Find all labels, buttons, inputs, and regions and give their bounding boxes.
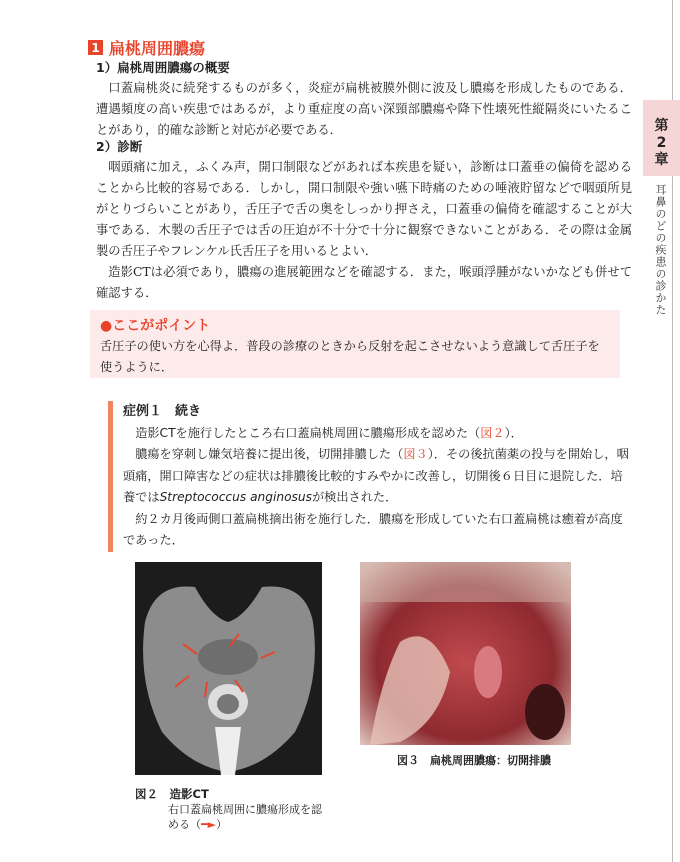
chapter-subtitle: 耳鼻のどの疾患の診かた xyxy=(654,184,667,316)
case-paragraph xyxy=(123,423,630,445)
ct-image xyxy=(135,562,322,775)
chapter-tab[interactable] xyxy=(643,100,680,176)
section-heading xyxy=(88,36,205,59)
paragraph: 口蓋扁桃炎に続発するものが多く，炎症が扁桃被膜外側に波及し膿瘍を形成したものである．遭遇頻度の高い疾患ではあるが，より重症度の高い深頸部膿瘍や降下性壊死性縦隔炎にいたることがあり，的確な診断と対応が必要である． xyxy=(96,81,632,137)
figure-2-description xyxy=(168,802,328,832)
text: 造影CTを施行したところ右口蓋扁桃周囲に膿瘍形成を認めた（ xyxy=(135,425,481,440)
text: が検出された． xyxy=(311,490,398,504)
point-box xyxy=(90,310,620,378)
subsection-title: 1）扁桃周囲膿瘍の概要 xyxy=(96,60,230,75)
case-paragraph: 約２カ月後両側口蓋扁桃摘出術を施行した．膿瘍を形成していた右口蓋扁桃は癒着が高度であった． xyxy=(123,511,623,547)
text: 右口蓋扁桃周囲に膿瘍形成を認める（ xyxy=(168,803,322,831)
figure-2-caption: 図２ 造影CT xyxy=(135,787,209,801)
section-title: 扁桃周囲膿瘍 xyxy=(109,39,206,58)
section-number: 1 xyxy=(88,40,103,55)
subsection-diagnosis xyxy=(96,137,632,304)
text: ）． xyxy=(504,425,523,440)
case-title: 症例１ 続き xyxy=(123,404,202,419)
subsection-overview xyxy=(96,58,632,141)
case-paragraph xyxy=(123,444,630,509)
point-body: 舌圧子の使い方を心得よ．普段の診療のときから反射を起こさせないよう意識して舌圧子を使うように． xyxy=(100,339,600,374)
organism-name: Streptococcus anginosus xyxy=(159,490,312,504)
red-arrow-icon: ━► xyxy=(201,818,217,831)
subsection-title: 2）診断 xyxy=(96,139,143,154)
point-title: ●ここがポイント xyxy=(100,318,211,334)
text: ） xyxy=(216,818,228,831)
case-box xyxy=(108,401,630,552)
figure-ref-2[interactable]: 図２ xyxy=(480,425,505,440)
paragraph: 造影CTは必須であり，膿瘍の進展範囲などを確認する．また，喉頭浮腫がないかなども併せて確認する． xyxy=(96,265,632,300)
figure-ref-3[interactable]: 図３ xyxy=(403,447,428,461)
paragraph: 咽頭痛に加え，ふくみ声，開口制限などがあれば本疾患を疑い，診断は口蓋垂の偏倚を認めることから比較的容易である．しかし，開口制限や強い嚥下時痛のための唾液貯留などで咽頭所見がとりづらいことがあり，舌圧子で舌の奥をしっかり押さえ，口蓋垂の偏倚を確認することが大事である．木製の舌圧子では舌の圧迫が不十分で十分に観察できないことがある．その際は金属製の舌圧子やフレンケル氏舌圧子を用いるとよい． xyxy=(96,160,632,258)
chapter-label: 第 xyxy=(654,118,669,134)
text: 膿瘍を穿刺し嫌気培養に提出後，切開排膿した（ xyxy=(135,447,404,461)
surgery-photo xyxy=(360,562,571,745)
chapter-number: 2 xyxy=(656,135,667,151)
text: ）．その後抗菌薬の投与を開始し，咽頭痛，開口障害などの症状は排膿後比較的すみやかに改善し，切開後６日目に退院した．培養では xyxy=(123,447,629,504)
chapter-label: 章 xyxy=(654,152,669,168)
figure-3-caption: 図３ 扁桃周囲膿瘍：切開排膿 xyxy=(397,754,551,767)
